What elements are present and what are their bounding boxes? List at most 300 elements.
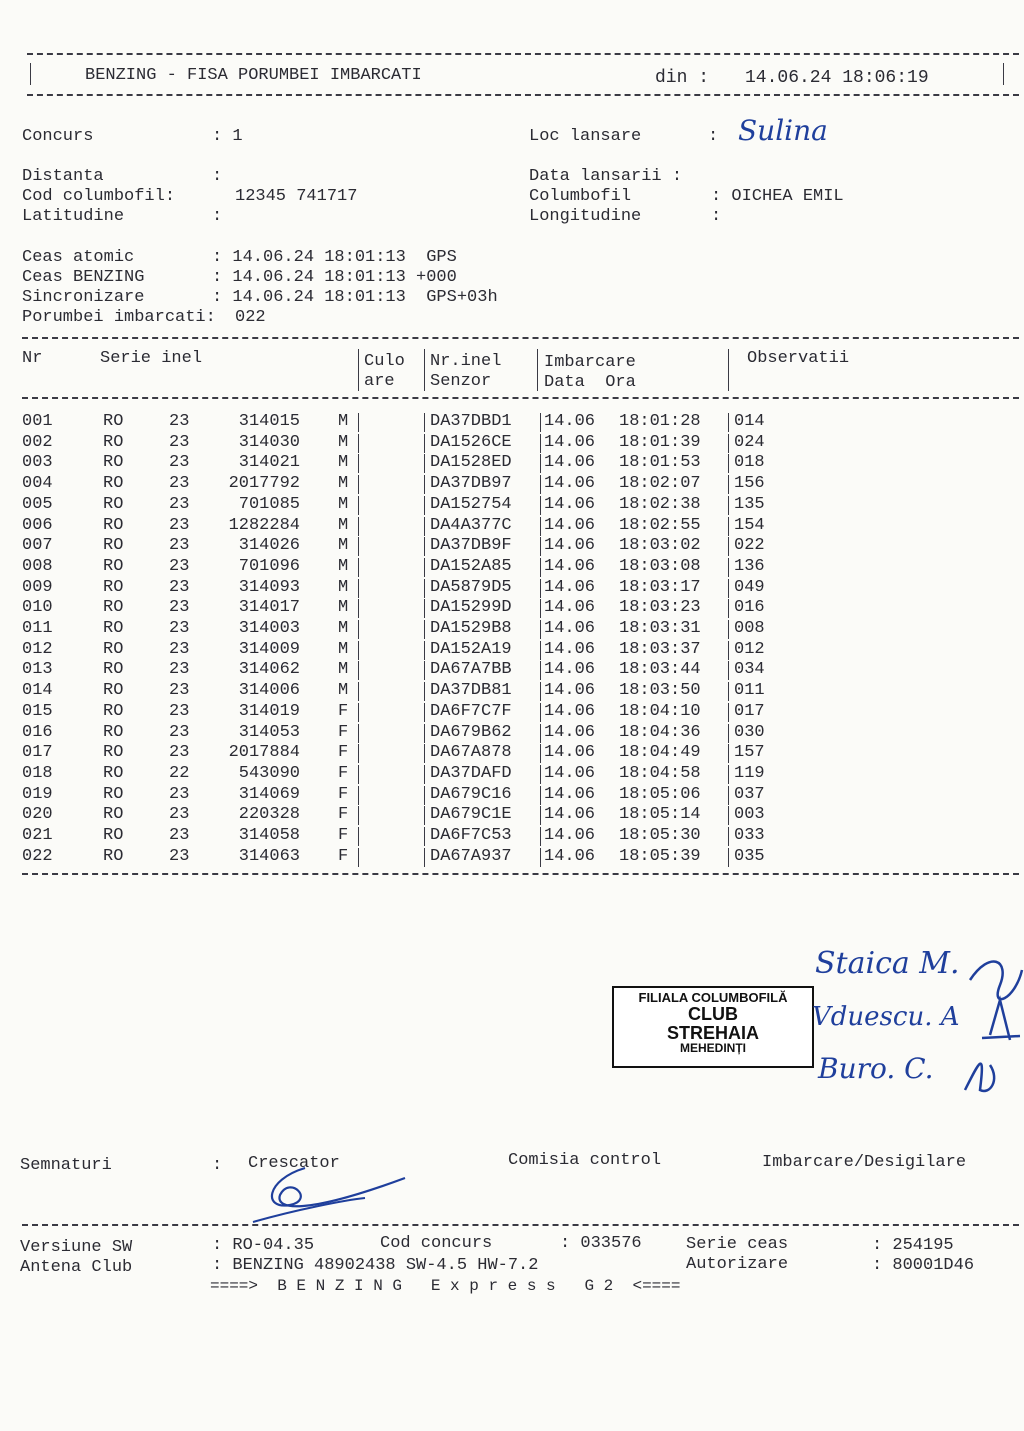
cell-tara: RO — [103, 743, 124, 763]
cell-inel: 314006 — [238, 681, 300, 701]
cell-inel: 701085 — [238, 494, 300, 514]
row-divider — [728, 517, 729, 536]
cell-sex: M — [338, 474, 349, 494]
cell-an: 23 — [169, 474, 190, 494]
sincronizare-value: : 14.06.24 18:01:13 GPS+03h — [212, 288, 498, 307]
cell-observatii: 157 — [734, 743, 765, 763]
row-divider — [728, 682, 729, 701]
cell-tara: RO — [103, 412, 124, 431]
cell-observatii: 011 — [734, 681, 765, 701]
row-divider — [424, 517, 425, 536]
cell-ora: 18:03:08 — [619, 556, 701, 576]
cell-data: 14.06 — [544, 743, 596, 763]
cell-observatii: 024 — [734, 432, 765, 452]
row-divider — [358, 413, 359, 432]
cell-data: 14.06 — [544, 660, 596, 680]
cell-senzor: DA152A19 — [430, 639, 512, 659]
cell-ora: 18:05:39 — [619, 846, 701, 866]
col-senzor-header: Senzor — [430, 372, 492, 391]
table-bottom-rule — [22, 873, 1019, 875]
cell-nr: 019 — [22, 784, 53, 804]
ceas-benzing-label: Ceas BENZING — [22, 268, 145, 287]
cell-senzor: DA6F7C53 — [430, 826, 512, 845]
columbofil-label: Columbofil — [529, 187, 632, 206]
row-divider — [728, 806, 729, 825]
cell-nr: 006 — [22, 515, 53, 535]
cell-observatii: 012 — [734, 639, 765, 659]
cell-observatii: 017 — [734, 701, 765, 721]
col-culoare-header: Culo — [364, 352, 405, 371]
cell-ora: 18:04:49 — [619, 743, 701, 763]
header-datetime: 14.06.24 18:06:19 — [745, 68, 929, 88]
row-divider — [358, 475, 359, 494]
cell-nr: 016 — [22, 722, 53, 742]
row-divider — [728, 827, 729, 846]
cell-data: 14.06 — [544, 556, 596, 576]
cell-nr: 007 — [22, 536, 53, 556]
cell-observatii: 049 — [734, 577, 765, 597]
row-divider — [424, 641, 425, 660]
row-divider — [358, 682, 359, 701]
longitudine-value: : — [711, 207, 722, 226]
cell-inel: 701096 — [238, 556, 300, 576]
row-divider — [424, 786, 425, 805]
cell-ora: 18:03:23 — [619, 598, 701, 618]
cell-nr: 001 — [22, 412, 53, 431]
cell-senzor: DA152A85 — [430, 556, 512, 576]
cell-senzor: DA679C1E — [430, 805, 512, 825]
cell-an: 23 — [169, 660, 190, 680]
row-divider — [540, 724, 541, 743]
club-stamp — [612, 986, 814, 1068]
row-divider — [424, 724, 425, 743]
cell-tara: RO — [103, 619, 124, 638]
ceas-benzing-value: : 14.06.24 18:01:13 +000 — [212, 268, 457, 287]
cell-data: 14.06 — [544, 412, 596, 431]
row-divider — [424, 703, 425, 722]
cell-an: 23 — [169, 826, 190, 845]
cell-sex: M — [338, 494, 349, 514]
cell-nr: 014 — [22, 681, 53, 701]
cell-tara: RO — [103, 639, 124, 659]
row-divider — [540, 744, 541, 763]
cell-an: 23 — [169, 846, 190, 866]
cell-an: 23 — [169, 432, 190, 452]
cell-ora: 18:01:28 — [619, 412, 701, 431]
page-title: BENZING - FISA PORUMBEI IMBARCATI — [85, 66, 422, 85]
cell-observatii: 136 — [734, 556, 765, 576]
cell-senzor: DA5879D5 — [430, 577, 512, 597]
header-bottom-rule — [27, 94, 1019, 96]
cell-senzor: DA37DAFD — [430, 763, 512, 783]
row-divider — [728, 454, 729, 473]
cell-sex: M — [338, 681, 349, 701]
cell-observatii: 035 — [734, 846, 765, 866]
cell-an: 22 — [169, 763, 190, 783]
row-divider — [358, 848, 359, 867]
cell-an: 23 — [169, 515, 190, 535]
cell-data: 14.06 — [544, 805, 596, 825]
stamp-line-4: MEHEDINȚI — [680, 1041, 746, 1056]
cell-nr: 011 — [22, 619, 53, 638]
versiune-sw-label: Versiune SW — [20, 1238, 133, 1257]
cell-nr: 017 — [22, 743, 53, 763]
cell-an: 23 — [169, 412, 190, 431]
cell-tara: RO — [103, 681, 124, 701]
row-divider — [424, 558, 425, 577]
cell-tara: RO — [103, 846, 124, 866]
cell-senzor: DA679C16 — [430, 784, 512, 804]
cell-observatii: 034 — [734, 660, 765, 680]
cell-tara: RO — [103, 722, 124, 742]
row-divider — [424, 806, 425, 825]
cell-sex: M — [338, 412, 349, 431]
cell-ora: 18:03:17 — [619, 577, 701, 597]
cod-concurs-label: Cod concurs — [380, 1234, 493, 1253]
row-divider — [424, 661, 425, 680]
col-imbarcare-header: Imbarcare — [544, 353, 636, 372]
columbofil-value: : OICHEA EMIL — [711, 187, 844, 206]
row-divider — [540, 496, 541, 515]
row-divider — [728, 661, 729, 680]
header-top-rule — [27, 53, 1019, 55]
header-divider-4 — [728, 349, 729, 391]
cell-inel: 314062 — [238, 660, 300, 680]
cell-sex: M — [338, 639, 349, 659]
cell-sex: M — [338, 598, 349, 618]
cell-data: 14.06 — [544, 681, 596, 701]
cell-observatii: 154 — [734, 515, 765, 535]
cell-ora: 18:03:50 — [619, 681, 701, 701]
ceas-atomic-value: : 14.06.24 18:01:13 GPS — [212, 248, 457, 267]
row-divider — [540, 765, 541, 784]
row-divider — [540, 475, 541, 494]
longitudine-label: Longitudine — [529, 207, 642, 226]
cell-nr: 010 — [22, 598, 53, 618]
cell-sex: M — [338, 619, 349, 638]
cell-data: 14.06 — [544, 784, 596, 804]
sincronizare-label: Sincronizare — [22, 288, 145, 307]
cell-observatii: 030 — [734, 722, 765, 742]
row-divider — [540, 517, 541, 536]
row-divider — [358, 703, 359, 722]
cell-ora: 18:03:02 — [619, 536, 701, 556]
row-divider — [728, 620, 729, 639]
cell-sex: F — [338, 743, 349, 763]
cell-nr: 003 — [22, 453, 53, 473]
distanta-label: Distanta — [22, 167, 104, 186]
cell-inel: 543090 — [238, 763, 300, 783]
cell-tara: RO — [103, 598, 124, 618]
row-divider — [728, 413, 729, 432]
cell-observatii: 008 — [734, 619, 765, 638]
cell-inel: 220328 — [238, 805, 300, 825]
cell-observatii: 016 — [734, 598, 765, 618]
cell-tara: RO — [103, 494, 124, 514]
cell-nr: 005 — [22, 494, 53, 514]
latitudine-value: : — [212, 207, 223, 226]
cell-nr: 015 — [22, 701, 53, 721]
cell-inel: 314026 — [238, 536, 300, 556]
row-divider — [540, 827, 541, 846]
row-divider — [424, 848, 425, 867]
cell-data: 14.06 — [544, 826, 596, 845]
cell-an: 23 — [169, 577, 190, 597]
cell-nr: 021 — [22, 826, 53, 845]
col-nr-header: Nr — [22, 349, 43, 368]
cell-nr: 022 — [22, 846, 53, 866]
cell-data: 14.06 — [544, 577, 596, 597]
row-divider — [540, 703, 541, 722]
cell-tara: RO — [103, 453, 124, 473]
col-nrinel-header: Nr.inel — [430, 352, 502, 371]
cell-ora: 18:02:55 — [619, 515, 701, 535]
cell-senzor: DA1528ED — [430, 453, 512, 473]
cell-an: 23 — [169, 598, 190, 618]
cell-observatii: 018 — [734, 453, 765, 473]
handwritten-signature-2: Vduescu. A — [812, 1002, 960, 1032]
autorizare-value: : 80001D46 — [872, 1256, 975, 1275]
semnaturi-label: Semnaturi — [20, 1156, 112, 1175]
row-divider — [728, 537, 729, 556]
cell-senzor: DA152754 — [430, 494, 512, 514]
cell-tara: RO — [103, 784, 124, 804]
row-divider — [728, 703, 729, 722]
cod-concurs-value: : 033576 — [560, 1234, 642, 1253]
cell-observatii: 014 — [734, 412, 765, 431]
stamp-line-2: CLUB — [688, 1003, 738, 1024]
cell-observatii: 022 — [734, 536, 765, 556]
cell-an: 23 — [169, 453, 190, 473]
header-left-bar — [30, 63, 31, 85]
row-divider — [358, 620, 359, 639]
cell-tara: RO — [103, 805, 124, 825]
row-divider — [358, 496, 359, 515]
cell-inel: 314009 — [238, 639, 300, 659]
loc-lansare-label: Loc lansare — [529, 127, 642, 146]
cell-tara: RO — [103, 701, 124, 721]
row-divider — [540, 806, 541, 825]
row-divider — [540, 579, 541, 598]
imbarcare-desigilare-label: Imbarcare/Desigilare — [762, 1153, 967, 1172]
cell-sex: M — [338, 515, 349, 535]
cell-inel: 314021 — [238, 453, 300, 473]
cell-an: 23 — [169, 743, 190, 763]
row-divider — [540, 848, 541, 867]
cell-tara: RO — [103, 556, 124, 576]
cell-data: 14.06 — [544, 619, 596, 638]
cell-sex: F — [338, 722, 349, 742]
cell-sex: M — [338, 453, 349, 473]
crescator-label: Crescator — [248, 1154, 340, 1173]
cell-senzor: DA37DB9F — [430, 536, 512, 556]
cell-observatii: 037 — [734, 784, 765, 804]
row-divider — [358, 641, 359, 660]
row-divider — [728, 786, 729, 805]
row-divider — [728, 641, 729, 660]
cell-data: 14.06 — [544, 846, 596, 866]
row-divider — [728, 724, 729, 743]
row-divider — [540, 641, 541, 660]
cell-data: 14.06 — [544, 536, 596, 556]
cell-nr: 009 — [22, 577, 53, 597]
cell-an: 23 — [169, 556, 190, 576]
row-divider — [728, 744, 729, 763]
cell-observatii: 003 — [734, 805, 765, 825]
row-divider — [424, 496, 425, 515]
cell-observatii: 135 — [734, 494, 765, 514]
cell-an: 23 — [169, 701, 190, 721]
row-divider — [540, 413, 541, 432]
cell-inel: 314015 — [238, 412, 300, 431]
cell-senzor: DA1529B8 — [430, 619, 512, 638]
cell-ora: 18:01:39 — [619, 432, 701, 452]
cell-senzor: DA15299D — [430, 598, 512, 618]
cell-sex: F — [338, 784, 349, 804]
cell-senzor: DA4A377C — [430, 515, 512, 535]
cod-columbofil-value: 12345 741717 — [235, 187, 358, 206]
row-divider — [358, 454, 359, 473]
cell-inel: 314053 — [238, 722, 300, 742]
row-divider — [358, 517, 359, 536]
row-divider — [358, 537, 359, 556]
row-divider — [540, 682, 541, 701]
row-divider — [424, 765, 425, 784]
cell-ora: 18:04:36 — [619, 722, 701, 742]
concurs-value: : 1 — [212, 127, 243, 146]
cell-nr: 012 — [22, 639, 53, 659]
row-divider — [358, 434, 359, 453]
cell-ora: 18:05:14 — [619, 805, 701, 825]
comisia-control-label: Comisia control — [508, 1151, 662, 1170]
row-divider — [358, 599, 359, 618]
header-divider-2 — [424, 349, 425, 391]
row-divider — [540, 558, 541, 577]
porumbei-imbarcati-label: Porumbei imbarcati: — [22, 308, 216, 327]
antena-club-value: : BENZING 48902438 SW-4.5 HW-7.2 — [212, 1256, 539, 1275]
cell-senzor: DA37DBD1 — [430, 412, 512, 431]
cell-data: 14.06 — [544, 515, 596, 535]
cell-ora: 18:02:07 — [619, 474, 701, 494]
col-observatii-header: Observatii — [747, 349, 850, 368]
cell-data: 14.06 — [544, 722, 596, 742]
data-lansarii-label: Data lansarii : — [529, 167, 683, 186]
cell-sex: F — [338, 826, 349, 845]
cell-senzor: DA67A7BB — [430, 660, 512, 680]
row-divider — [728, 434, 729, 453]
cell-data: 14.06 — [544, 453, 596, 473]
row-divider — [728, 496, 729, 515]
row-divider — [358, 786, 359, 805]
header-divider-1 — [358, 349, 359, 391]
cell-data: 14.06 — [544, 598, 596, 618]
row-divider — [540, 434, 541, 453]
cell-data: 14.06 — [544, 474, 596, 494]
cell-nr: 018 — [22, 763, 53, 783]
cell-sex: M — [338, 536, 349, 556]
cell-observatii: 156 — [734, 474, 765, 494]
row-divider — [358, 724, 359, 743]
signature-scribbles — [960, 940, 1024, 1100]
cell-ora: 18:03:31 — [619, 619, 701, 638]
row-divider — [358, 558, 359, 577]
cell-ora: 18:03:44 — [619, 660, 701, 680]
row-divider — [424, 413, 425, 432]
cell-nr: 020 — [22, 805, 53, 825]
row-divider — [424, 434, 425, 453]
cell-sex: F — [338, 846, 349, 866]
cell-inel: 314069 — [238, 784, 300, 804]
cell-an: 23 — [169, 681, 190, 701]
cell-sex: M — [338, 432, 349, 452]
row-divider — [358, 579, 359, 598]
cell-inel: 314003 — [238, 619, 300, 638]
serie-ceas-value: : 254195 — [872, 1236, 954, 1255]
cell-nr: 002 — [22, 432, 53, 452]
row-divider — [358, 806, 359, 825]
benzing-banner: ====> B E N Z I N G E x p r e s s G 2 <==== — [210, 1277, 681, 1295]
table-header-rule — [22, 397, 1019, 399]
cell-nr: 013 — [22, 660, 53, 680]
cell-senzor: DA679B62 — [430, 722, 512, 742]
stamp-line-3: STREHAIA — [666, 1022, 759, 1043]
cell-observatii: 033 — [734, 826, 765, 845]
row-divider — [540, 661, 541, 680]
row-divider — [540, 454, 541, 473]
cell-ora: 18:02:38 — [619, 494, 701, 514]
cell-observatii: 119 — [734, 763, 765, 783]
row-divider — [540, 537, 541, 556]
cell-nr: 004 — [22, 474, 53, 494]
row-divider — [424, 620, 425, 639]
row-divider — [540, 786, 541, 805]
row-divider — [424, 827, 425, 846]
cell-data: 14.06 — [544, 432, 596, 452]
row-divider — [424, 682, 425, 701]
cell-ora: 18:04:10 — [619, 701, 701, 721]
row-divider — [424, 599, 425, 618]
cell-an: 23 — [169, 784, 190, 804]
cell-inel: 314019 — [238, 701, 300, 721]
stamp-line-1: FILIALA COLUMBOFILĂ — [638, 990, 788, 1005]
row-divider — [358, 765, 359, 784]
cell-senzor: DA37DB97 — [430, 474, 512, 494]
cell-inel: 2017792 — [228, 474, 300, 494]
row-divider — [728, 558, 729, 577]
row-divider — [358, 827, 359, 846]
row-divider — [728, 475, 729, 494]
handwritten-signature-3: Buro. C. — [818, 1052, 934, 1085]
cell-sex: M — [338, 577, 349, 597]
loc-lansare-handwritten: Sulina — [738, 114, 828, 147]
cell-inel: 2017884 — [228, 743, 300, 763]
table-top-rule — [22, 337, 1019, 339]
cell-tara: RO — [103, 474, 124, 494]
cell-ora: 18:01:53 — [619, 453, 701, 473]
cell-sex: F — [338, 701, 349, 721]
antena-club-label: Antena Club — [20, 1258, 133, 1277]
row-divider — [540, 620, 541, 639]
header-right-bar — [1003, 63, 1004, 85]
cell-an: 23 — [169, 722, 190, 742]
cell-sex: F — [338, 805, 349, 825]
col-culoare-header-2: are — [364, 372, 395, 391]
cell-an: 23 — [169, 805, 190, 825]
cell-data: 14.06 — [544, 763, 596, 783]
cell-data: 14.06 — [544, 701, 596, 721]
row-divider — [424, 454, 425, 473]
cell-sex: M — [338, 556, 349, 576]
